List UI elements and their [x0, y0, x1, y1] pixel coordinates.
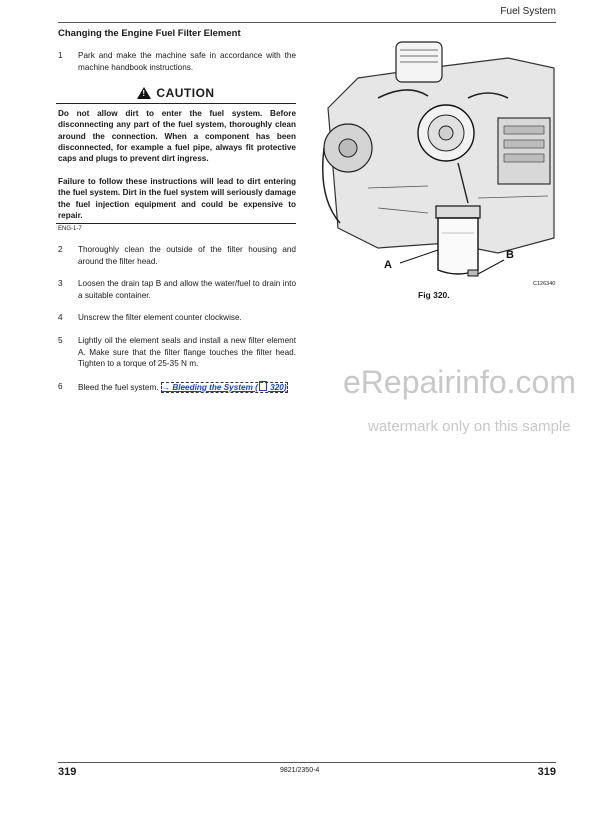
caution-divider	[56, 223, 296, 224]
page-number-left: 319	[58, 766, 77, 778]
header-rule	[58, 22, 556, 23]
watermark-sub: watermark only on this sample	[368, 418, 571, 435]
page-title: Changing the Engine Fuel Filter Element	[58, 28, 241, 39]
figure-caption: Fig 320.	[418, 290, 450, 300]
caution-reference: ENG-1-7	[58, 226, 82, 232]
warning-triangle-icon: !	[137, 87, 151, 99]
step-6	[58, 381, 296, 394]
document-code: 9821/2350-4	[280, 767, 320, 774]
page-ref-icon	[259, 381, 267, 391]
step-5	[58, 335, 296, 370]
watermark-main: eRepairinfo.com	[343, 364, 576, 400]
step-number: 3	[58, 279, 63, 288]
step-number: 1	[58, 51, 63, 60]
step-3	[58, 278, 296, 301]
label-b: B	[506, 249, 514, 261]
engine-fuel-filter-illustration	[318, 38, 556, 290]
caution-label: CAUTION	[156, 86, 215, 100]
link-label: Bleeding the System	[172, 383, 253, 392]
caution-paragraph-1: Do not allow dirt to enter the fuel system. Before disconnecting any part of the fuel system, thoroughly clean around the connection. When a component has been disconnected, for example a fuel pipe, always fit protective caps and plugs to prevent dirt ingress.	[58, 109, 296, 164]
caution-paragraph-2: Failure to follow these instructions will lead to dirt entering the fuel system. Dirt in the fuel system will seriously damage the fuel injection equipment and could be expensive to repair.	[58, 177, 296, 220]
step-text	[78, 381, 296, 394]
header-section-title: Fuel System	[500, 6, 556, 17]
page-number-right: 319	[537, 766, 556, 778]
footer-rule	[58, 762, 556, 763]
step-text: Lightly oil the element seals and install a new filter element A. Make sure that the filter flange touches the filter head. Tighten to a torque of 25-35 N m.	[78, 336, 296, 368]
step-6-text: Bleed the fuel system.	[78, 383, 159, 392]
figure-code: C126340	[533, 281, 556, 287]
step-number: 5	[58, 336, 63, 345]
link-page: 320	[270, 383, 284, 392]
step-4	[58, 312, 296, 324]
step-1	[58, 50, 296, 73]
step-text: Loosen the drain tap B and allow the water/fuel to drain into a suitable container.	[78, 279, 296, 300]
step-text: Thoroughly clean the outside of the filter housing and around the filter head.	[78, 245, 296, 266]
caution-heading	[56, 83, 296, 104]
step-number: 2	[58, 245, 63, 254]
step-number: 4	[58, 313, 63, 322]
step-number: 6	[58, 382, 63, 391]
step-2	[58, 244, 296, 267]
step-text: Unscrew the filter element counter clockwise.	[78, 313, 242, 322]
step-text: Park and make the machine safe in accordance with the machine handbook instructions.	[78, 51, 296, 72]
label-a: A	[384, 259, 392, 271]
bleeding-system-link[interactable]: → Bleeding the System ( 320)	[161, 383, 287, 392]
